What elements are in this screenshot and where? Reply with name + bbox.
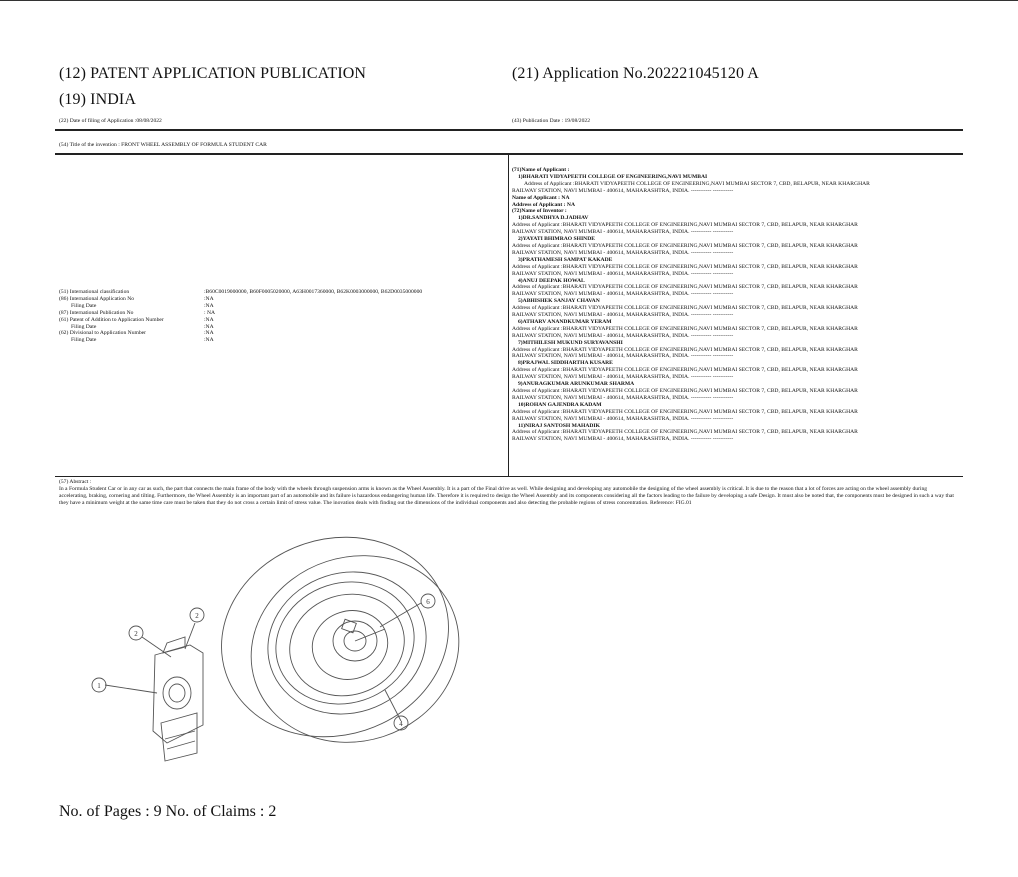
inventor-name: 3)PRATHAMESH SAMPAT KAKADE [518, 256, 613, 263]
inventor-name: 4)ANUJ DEEPAK HOWAL [518, 277, 585, 284]
name-of-applicant: Name of Applicant : NA [512, 194, 570, 201]
callout-label: 6 [426, 598, 430, 606]
classification-row [59, 296, 422, 303]
inventor-address-line: Address of Applicant :BHARATI VIDYAPEETH COLLEGE OF ENGINEERING,NAVI MUMBAI SECTOR 7, CBD, BELAPUR, NEAR KHARGHAR [512, 284, 858, 291]
address-of-applicant: Address of Applicant : NA [512, 201, 575, 208]
inventor-address-line: RAILWAY STATION, NAVI MUMBAI - 400614, MAHARASHTRA, INDIA. ----------- ----------- [512, 374, 734, 381]
header-divider [55, 129, 963, 131]
inventor-address-line: RAILWAY STATION, NAVI MUMBAI - 400614, MAHARASHTRA, INDIA. ----------- ----------- [512, 353, 734, 360]
inventor-address-line: RAILWAY STATION, NAVI MUMBAI - 400614, MAHARASHTRA, INDIA. ----------- ----------- [512, 436, 734, 443]
inventor-address-line: Address of Applicant :BHARATI VIDYAPEETH COLLEGE OF ENGINEERING,NAVI MUMBAI SECTOR 7, CBD, BELAPUR, NEAR KHARGHAR [512, 305, 858, 312]
title-divider [55, 153, 963, 155]
classification-label: (61) Patent of Addition to Application Number [59, 316, 164, 323]
classification-value: :NA [204, 316, 214, 323]
inventor-address-line: RAILWAY STATION, NAVI MUMBAI - 400614, MAHARASHTRA, INDIA. ----------- ----------- [512, 229, 734, 236]
classification-label: (51) International classification [59, 289, 130, 295]
inventor-name: 2)YAYATI BHIMRAO SHINDE [518, 236, 595, 243]
inventor-address-line: RAILWAY STATION, NAVI MUMBAI - 400614, MAHARASHTRA, INDIA. ----------- ----------- [512, 415, 734, 422]
inventor-entry [512, 215, 870, 236]
application-number: (21) Application No.202221045120 A [512, 65, 759, 82]
axle [355, 629, 385, 641]
classification-value: :NA [204, 323, 214, 330]
inventor-address-line: Address of Applicant :BHARATI VIDYAPEETH COLLEGE OF ENGINEERING,NAVI MUMBAI SECTOR 7, CBD, BELAPUR, NEAR KHARGHAR [512, 242, 858, 249]
brake-disc [303, 601, 396, 689]
classification-value: :B60C0019000000, B60F0005020000, A63H0017360000, B62K0003000000, B62D0035000000 [204, 289, 423, 295]
inventor-entry [512, 360, 870, 381]
publication-type: (12) PATENT APPLICATION PUBLICATION [59, 65, 367, 82]
inventor-address-line: RAILWAY STATION, NAVI MUMBAI - 400614, MAHARASHTRA, INDIA. ----------- ----------- [512, 332, 734, 339]
classification-label: (87) International Publication No [59, 309, 134, 316]
inventor-name: 6)ATHARV ANANDKUMAR YERAM [518, 318, 612, 325]
leader-line-1 [105, 685, 157, 693]
classification-value: :NA [204, 295, 214, 302]
inventor-entry [512, 319, 870, 340]
pages-claims: No. of Pages : 9 No. of Claims : 2 [59, 803, 277, 820]
classification-block [59, 289, 422, 344]
inventor-entry [512, 381, 870, 402]
invention-title: (54) Title of the invention : FRONT WHEEL ASSEMBLY OF FORMULA STUDENT CAR [59, 142, 267, 148]
inventor-name: 5)ABHISHEK SANJAY CHAVAN [518, 298, 600, 305]
upright-body [153, 645, 203, 743]
inventor-address-line: Address of Applicant :BHARATI VIDYAPEETH COLLEGE OF ENGINEERING,NAVI MUMBAI SECTOR 7, CBD, BELAPUR, NEAR KHARGHAR [512, 367, 858, 374]
inventor-name: 10)ROHAN GAJENDRA KADAM [518, 401, 602, 408]
classification-label: (86) International Application No [59, 295, 135, 302]
inventor-entry [512, 278, 870, 299]
inventor-address-line: Address of Applicant :BHARATI VIDYAPEETH COLLEGE OF ENGINEERING,NAVI MUMBAI SECTOR 7, CBD, BELAPUR, NEAR KHARGHAR [512, 263, 858, 270]
mount-line [165, 731, 195, 739]
inventor-address-line: RAILWAY STATION, NAVI MUMBAI - 400614, MAHARASHTRA, INDIA. ----------- ----------- [512, 270, 734, 277]
applicant-name: 1)BHARATI VIDYAPEETH COLLEGE OF ENGINEERING,NAVI MUMBAI [518, 173, 708, 180]
classification-row [59, 303, 422, 310]
classification-value: :NA [204, 330, 214, 337]
bearing-housing [163, 677, 191, 709]
abstract-heading: (57) Abstract : [59, 479, 92, 485]
classification-row [59, 289, 422, 296]
inventor-address-line: RAILWAY STATION, NAVI MUMBAI - 400614, MAHARASHTRA, INDIA. ----------- ----------- [512, 312, 734, 319]
applicant-address-line: RAILWAY STATION, NAVI MUMBAI - 400614, MAHARASHTRA, INDIA. ----------- ----------- [512, 187, 734, 194]
column-divider [508, 155, 509, 476]
callout-label: 2 [134, 630, 138, 638]
classification-value: :NA [204, 302, 214, 309]
callout-label: 4 [399, 720, 403, 728]
inventor-address-line: RAILWAY STATION, NAVI MUMBAI - 400614, MAHARASHTRA, INDIA. ----------- ----------- [512, 249, 734, 256]
inventor-entry [512, 402, 870, 423]
inventor-name: 9)ANURAGKUMAR ARUNKUMAR SHARMA [518, 381, 635, 388]
inventor-address-line: Address of Applicant :BHARATI VIDYAPEETH COLLEGE OF ENGINEERING,NAVI MUMBAI SECTOR 7, CBD, BELAPUR, NEAR KHARGHAR [512, 429, 858, 436]
classification-label: Filing Date [71, 337, 97, 344]
inventor-entry [512, 340, 870, 361]
inventor-name: 1)DR.SANDHYA D.JADHAV [518, 215, 589, 222]
inventor-address-line: Address of Applicant :BHARATI VIDYAPEETH COLLEGE OF ENGINEERING,NAVI MUMBAI SECTOR 7, CBD, BELAPUR, NEAR KHARGHAR [512, 325, 858, 332]
inventor-address-line: Address of Applicant :BHARATI VIDYAPEETH COLLEGE OF ENGINEERING,NAVI MUMBAI SECTOR 7, CBD, BELAPUR, NEAR KHARGHAR [512, 346, 858, 353]
bearing [169, 684, 185, 702]
classification-row [59, 337, 422, 344]
upright-top [163, 637, 185, 653]
inventor-address-line: RAILWAY STATION, NAVI MUMBAI - 400614, MAHARASHTRA, INDIA. ----------- ----------- [512, 394, 734, 401]
callout-label: 2 [195, 612, 199, 620]
filing-date: (22) Date of filing of Application :08/08/2022 [59, 118, 162, 124]
inventor-heading: (72)Name of Inventor : [512, 208, 567, 215]
inventor-address-line: Address of Applicant :BHARATI VIDYAPEETH COLLEGE OF ENGINEERING,NAVI MUMBAI SECTOR 7, CBD, BELAPUR, NEAR KHARGHAR [512, 388, 858, 394]
classification-row [59, 310, 422, 317]
tire-outline [195, 525, 474, 766]
rim-outer [249, 552, 444, 735]
wheel-assembly-figure [85, 525, 505, 795]
applicant-block [512, 167, 870, 443]
inventor-name: 7)MITHILESH MUKUND SURYAVANSHI [518, 339, 623, 346]
applicant-address-line: Address of Applicant :BHARATI VIDYAPEETH COLLEGE OF ENGINEERING,NAVI MUMBAI SECTOR 7, CBD, BELAPUR, NEAR KHARGHAR [524, 180, 870, 187]
inventor-entry [512, 423, 870, 444]
classification-value: : NA [204, 309, 216, 316]
classification-label: Filing Date [71, 323, 97, 330]
inventor-entry [512, 257, 870, 278]
classification-value: :NA [204, 337, 214, 344]
mount-line [167, 741, 195, 749]
leader-line-2a [142, 637, 171, 657]
inventor-address-line: Address of Applicant :BHARATI VIDYAPEETH COLLEGE OF ENGINEERING,NAVI MUMBAI SECTOR 7, CBD, BELAPUR, NEAR KHARGHAR [512, 408, 858, 415]
inventor-address-line: Address of Applicant :BHARATI VIDYAPEETH COLLEGE OF ENGINEERING,NAVI MUMBAI SECTOR 7, CBD, BELAPUR, NEAR KHARGHAR [512, 222, 858, 229]
country: (19) INDIA [59, 91, 136, 108]
inventor-address-line: RAILWAY STATION, NAVI MUMBAI - 400614, MAHARASHTRA, INDIA. ----------- ----------- [512, 291, 734, 298]
inventor-name: 11)NIRAJ SANTOSH MAHADIK [518, 422, 600, 429]
applicant-heading: (71)Name of Applicant : [512, 167, 570, 173]
abstract-divider [55, 476, 963, 477]
abstract-text: In a Formula Student Car or in any car as such, the part that connects the main frame of the body with the wheels through suspension arms is known as the Wheel Assembly. It is a part of the Final drive as well. While designing and developing any automobile the designing of the wheel assembly is critical. It is due to the reason that a lot of forces are acting on the wheel assembly during accelerating, braking, cornering and tilting. Furthermore, the Wheel Assembly is an important part of an automobile and its failure is hazardous endangering human life. Therefore it is required to design the Wheel Assembly and its components considering all the factors leading to the failure by developing a safe Design. It must also be noted that, the components must be designed in such a way that they have a minimum weight at the same time care must be taken that they do not cross a certain limit of stress value. The inovation deals with finding out the dimensions of the individual components and also detecting the probable regions of stress concentration. Reference: FIG.01 [59, 486, 954, 506]
inventor-entry [512, 236, 870, 257]
classification-label: (62) Divisional to Application Number [59, 330, 147, 337]
classification-row [59, 317, 422, 324]
publication-date: (43) Publication Date : 19/08/2022 [512, 118, 590, 124]
page-top-border [0, 0, 1018, 1]
inventor-name: 8)PRAJWAL SIDDHARTHA KUSARE [518, 360, 613, 367]
classification-row [59, 330, 422, 337]
classification-label: Filing Date [71, 302, 97, 309]
inventor-entry [512, 298, 870, 319]
callout-label: 1 [97, 682, 101, 690]
